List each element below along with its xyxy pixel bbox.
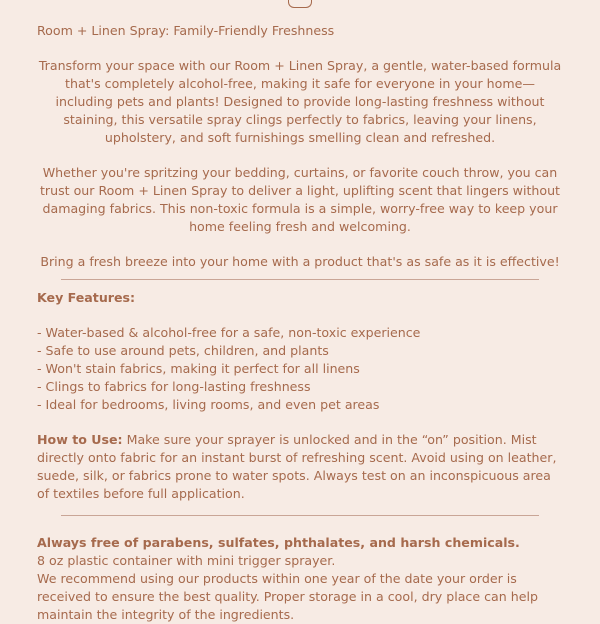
list-item: - Won't stain fabrics, making it perfect for all linens [37,361,360,376]
container-info: 8 oz plastic container with mini trigger sprayer. [37,553,336,568]
list-item: - Water-based & alcohol-free for a safe, non-toxic experience [37,325,421,340]
page-title: Room + Linen Spray: Family-Friendly Freshness [37,23,335,38]
storage-info: We recommend using our products within one year of the date your order is received to ensure the best quality. Proper storage in a cool, dry place can help maintain the integrity of the ingredients. [37,571,538,622]
divider [61,515,539,516]
list-item: - Clings to fabrics for long-lasting freshness [37,379,311,394]
how-to-use-text: Make sure your sprayer is unlocked and in the “on” position. Mist directly onto fabric for an instant burst of refreshing scent. Avoid using on leather, suede, silk, or fabrics prone to water spots. Always test on an inconspicuous area of textiles before full application. [37,432,557,501]
description-paragraph-2: Whether you're spritzing your bedding, curtains, or favorite couch throw, you can trust our Room + Linen Spray to deliver a light, uplifting scent that lingers without damaging fabrics. This non-toxic formula is a simple, worry-free way to keep your home feeling fresh and welcoming. [39,165,560,234]
product-description [37,22,563,624]
how-to-use [37,431,563,503]
key-features-heading: Key Features: [37,290,136,305]
description-tagline: Bring a fresh breeze into your home with a product that's as safe as it is effective! [40,254,560,269]
divider [61,279,539,280]
free-of-heading: Always free of parabens, sulfates, phthalates, and harsh chemicals. [37,535,520,550]
description-paragraph-1: Transform your space with our Room + Linen Spray, a gentle, water-based formula that's completely alcohol-free, making it safe for everyone in your home—including pets and plants! Designed to provide long-lasting freshness without staining, this versatile spray clings perfectly to fabrics, leaving your linens, upholstery, and soft furnishings smelling clean and refreshed. [38,58,562,145]
list-item: - Ideal for bedrooms, living rooms, and even pet areas [37,397,380,412]
container-icon [288,0,312,8]
list-item: - Safe to use around pets, children, and plants [37,343,329,358]
key-features-list [37,324,563,414]
how-to-use-label: How to Use: [37,432,123,447]
